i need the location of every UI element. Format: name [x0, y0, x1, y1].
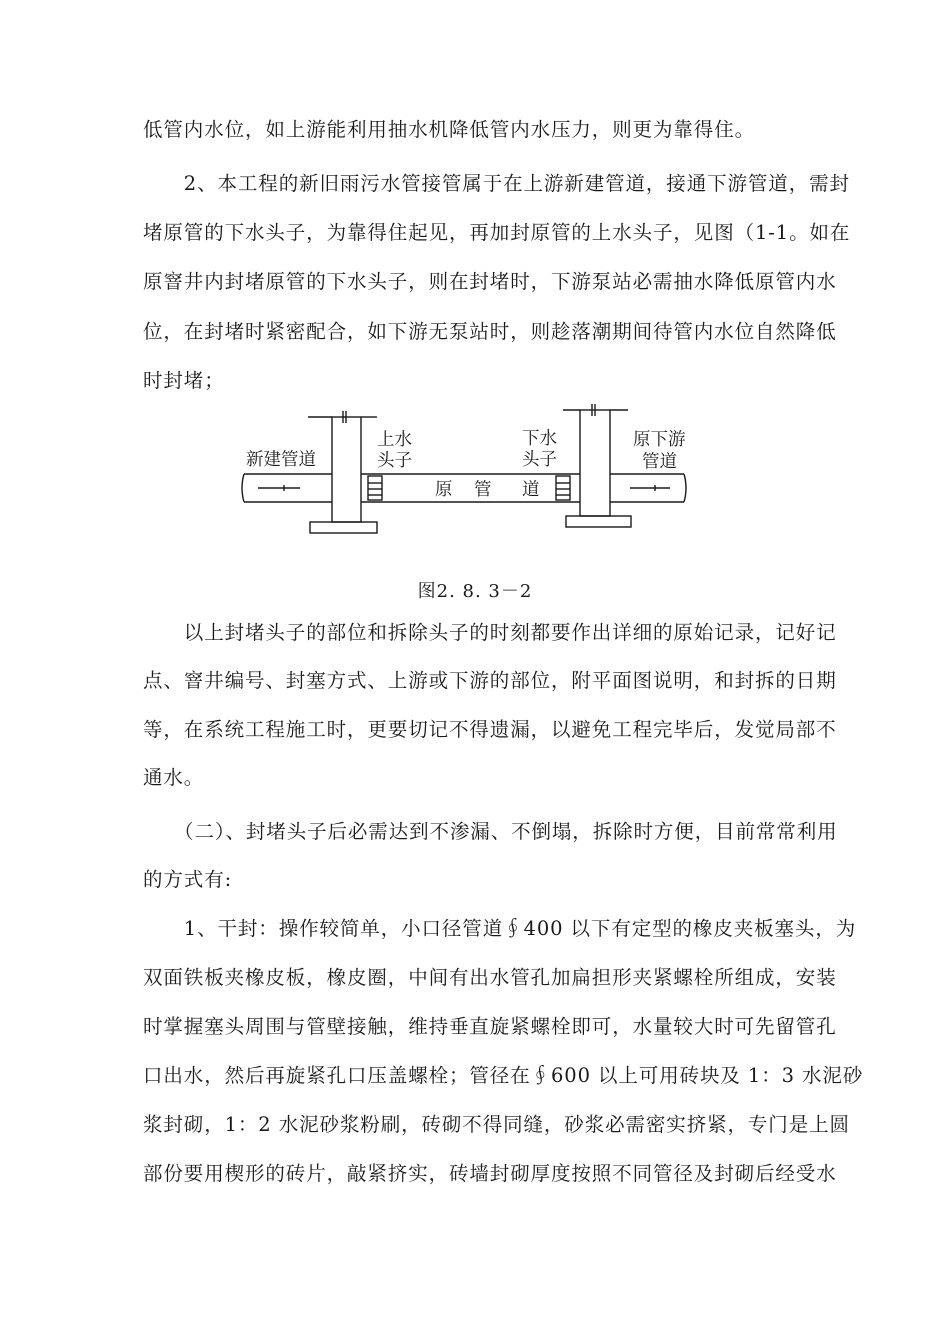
paragraph-line: （二）、封堵头子后必需达到不渗漏、不倒塌，拆除时方便，目前常常利用	[143, 820, 838, 843]
paragraph-line: 通水。	[143, 766, 205, 789]
label-orig-down-2: 管道	[642, 452, 677, 472]
paragraph-line: 位，在封堵时紧密配合，如下游无泵站时，则趁落潮期间待管内水位自然降低	[143, 320, 837, 343]
label-orig-down-1: 原下游	[633, 430, 686, 450]
paragraph-line: 以上封堵头子的部位和拆除头子的时刻都要作出详细的原始记录，记好记	[143, 621, 837, 644]
paragraph-line: 双面铁板夹橡皮板，橡皮圈，中间有出水管孔加扁担形夹紧螺栓所组成，安装	[143, 966, 837, 989]
orig-downstream-pipe-end	[684, 474, 686, 502]
paragraph-line: 堵原管的下水头子，为靠得住起见，再加封原管的上水头子，见图（1-1。如在	[143, 221, 851, 244]
paragraph-line: 口出水，然后再旋紧孔口压盖螺栓；管径在∮600 以上可用砖块及 1：3 水泥砂	[143, 1064, 864, 1087]
right-manhole	[580, 410, 610, 516]
pipe-diagram	[0, 0, 950, 560]
paragraph-line: 浆封砌，1：2 水泥砂浆粉刷，砖砌不得同缝，砂浆必需密实挤紧，专门是上圆	[143, 1113, 850, 1136]
new-pipe-outline	[242, 474, 244, 502]
lower-head-block	[556, 476, 570, 500]
paragraph-line: 等，在系统工程施工时，更要切记不得遗漏，以避免工程完毕后，发觉局部不	[143, 718, 837, 741]
label-orig-pipe-2: 管	[474, 480, 492, 500]
paragraph-line: 时封堵；	[143, 369, 225, 392]
paragraph-line: 部份要用楔形的砖片，敲紧挤实，砖墙封砌厚度按照不同管径及封砌后经受水	[143, 1162, 837, 1185]
figure-caption: 图2. 8. 3－2	[417, 581, 533, 602]
paragraph-line: 原窨井内封堵原管的下水头子，则在封堵时，下游泵站必需抽水降低原管内水	[143, 270, 837, 293]
label-lower-head-1: 下水	[522, 429, 557, 449]
label-lower-head-2: 头子	[522, 450, 557, 470]
paragraph-line: 点、窨井编号、封塞方式、上游或下游的部位，附平面图说明，和封拆的日期	[143, 669, 837, 692]
left-manhole	[332, 417, 361, 522]
label-upper-head-1: 上水	[377, 430, 412, 450]
paragraph-line: 2、本工程的新旧雨污水管接管属于在上游新建管道，接通下游管道，需封	[143, 172, 850, 195]
label-orig-pipe-1: 原	[435, 480, 453, 500]
upper-head-block	[368, 476, 382, 500]
paragraph-line: 低管内水位，如上游能利用抽水机降低管内水压力，则更为靠得住。	[143, 118, 756, 141]
paragraph-line: 时掌握塞头周围与管壁接触，维持垂直旋紧螺栓即可，水量较大时可先留管孔	[143, 1015, 837, 1038]
label-new-pipe: 新建管道	[246, 450, 316, 470]
label-orig-pipe-3: 道	[522, 480, 540, 500]
left-base	[310, 522, 377, 533]
right-base	[566, 516, 631, 527]
paragraph-line: 1、干封：操作较简单，小口径管道∮400 以下有定型的橡皮夹板塞头，为	[143, 917, 857, 940]
label-upper-head-2: 头子	[377, 451, 412, 471]
paragraph-line: 的方式有:	[143, 868, 233, 891]
